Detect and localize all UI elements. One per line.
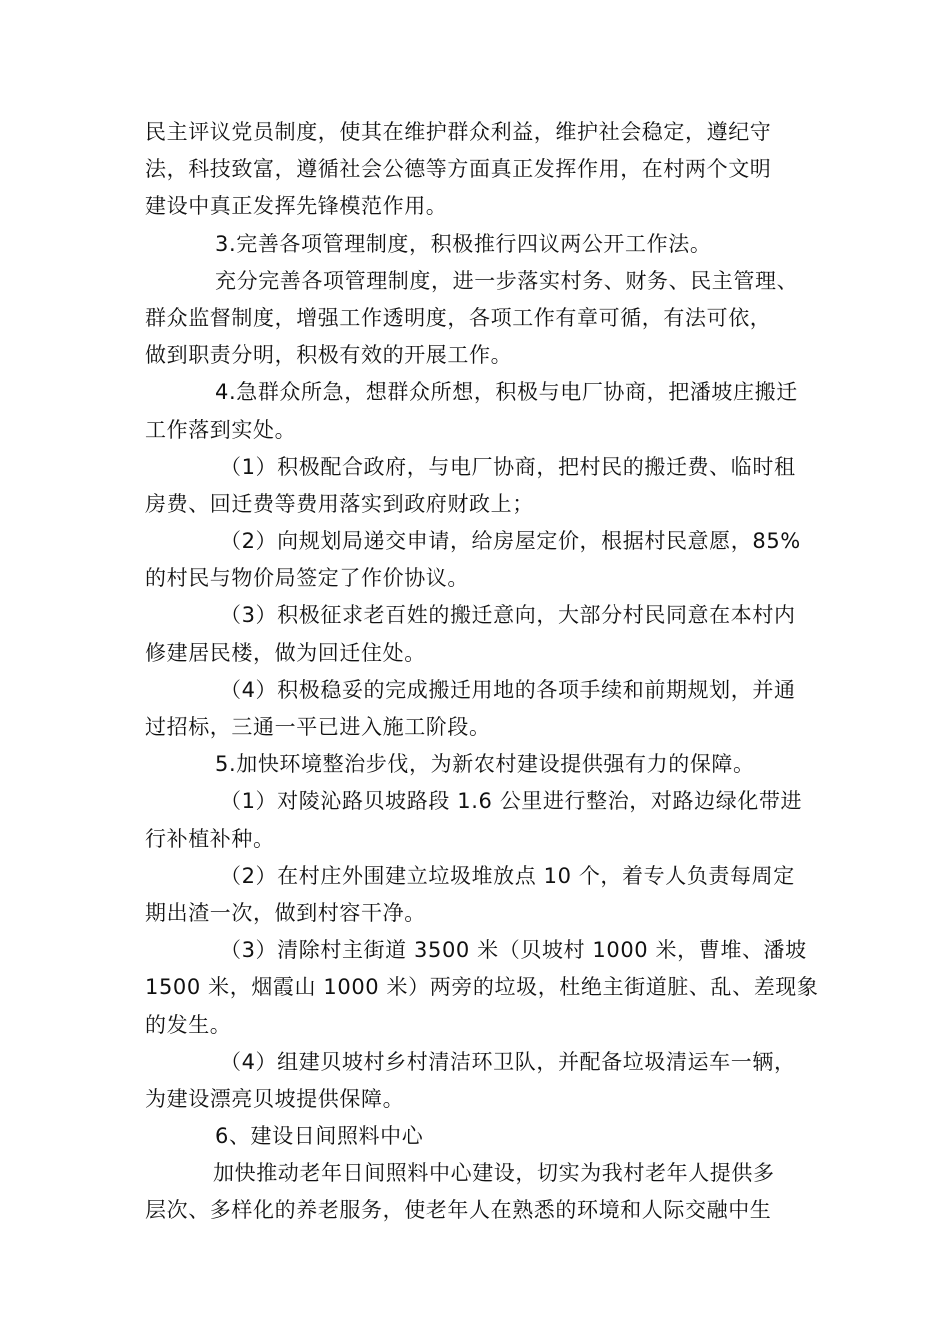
text-line: （3）清除村主街道 3500 米（贝坡村 1000 米，曹堆、潘坡 [220,938,807,963]
text-line: （4）组建贝坡村乡村清洁环卫队，并配备垃圾清运车一辆， [220,1049,796,1074]
text-line: 法，科技致富，遵循社会公德等方面真正发挥作用，在村两个文明 [145,157,772,182]
text-line: 充分完善各项管理制度，进一步落实村务、财务、民主管理、 [215,268,799,293]
text-line: 行补植补种。 [145,826,275,851]
text-line: 加快推动老年日间照料中心建设，切实为我村老年人提供多 [213,1161,775,1186]
text-line: 修建居民楼，做为回迁住处。 [145,640,426,665]
body-text [145,114,819,1230]
text-line: 过招标，三通一平已进入施工阶段。 [145,715,491,739]
text-line: 4.急群众所急，想群众所想，积极与电厂协商，把潘坡庄搬迁 [215,380,798,405]
text-line: 工作落到实处。 [145,417,297,442]
text-line: 3.完善各项管理制度，积极推行四议两公开工作法。 [215,231,712,256]
text-line: 群众监督制度，增强工作透明度，各项工作有章可循，有法可依， [145,305,772,330]
text-line: （1）积极配合政府，与电厂协商，把村民的搬迁费、临时租 [220,454,796,479]
text-line: （1）对陵沁路贝坡路段 1.6 公里进行整治，对路边绿化带进 [220,789,803,814]
text-line: （3）积极征求老百姓的搬迁意向，大部分村民同意在本村内 [220,603,796,628]
text-line: 5.加快环境整治步伐，为新农村建设提供强有力的保障。 [215,752,755,777]
text-line: 层次、多样化的养老服务，使老年人在熟悉的环境和人际交融中生 [145,1198,772,1223]
text-line: 的村民与物价局签定了作价协议。 [145,566,469,591]
text-line: 民主评议党员制度，使其在维护群众利益，维护社会稳定，遵纪守 [145,120,772,144]
text-line: 建设中真正发挥先锋模范作用。 [145,194,448,219]
text-line: 6、建设日间照料中心 [215,1124,424,1149]
text-line: 的发生。 [145,1012,232,1037]
text-line: 为建设漂亮贝坡提供保障。 [145,1086,405,1111]
text-line: 做到职责分明，积极有效的开展工作。 [145,343,513,368]
text-line: （2）向规划局递交申请，给房屋定价，根据村民意愿，85% [220,529,801,554]
text-line: 期出渣一次，做到村容干净。 [145,900,426,925]
text-line: 房费、回迁费等费用落实到政府财政上； [145,491,534,516]
text-line: 1500 米，烟霞山 1000 米）两旁的垃圾，杜绝主街道脏、乱、差现象 [145,975,819,1000]
text-line: （2）在村庄外围建立垃圾堆放点 10 个，着专人负责每周定 [220,863,795,888]
text-line: （4）积极稳妥的完成搬迁用地的各项手续和前期规划，并通 [220,677,796,702]
